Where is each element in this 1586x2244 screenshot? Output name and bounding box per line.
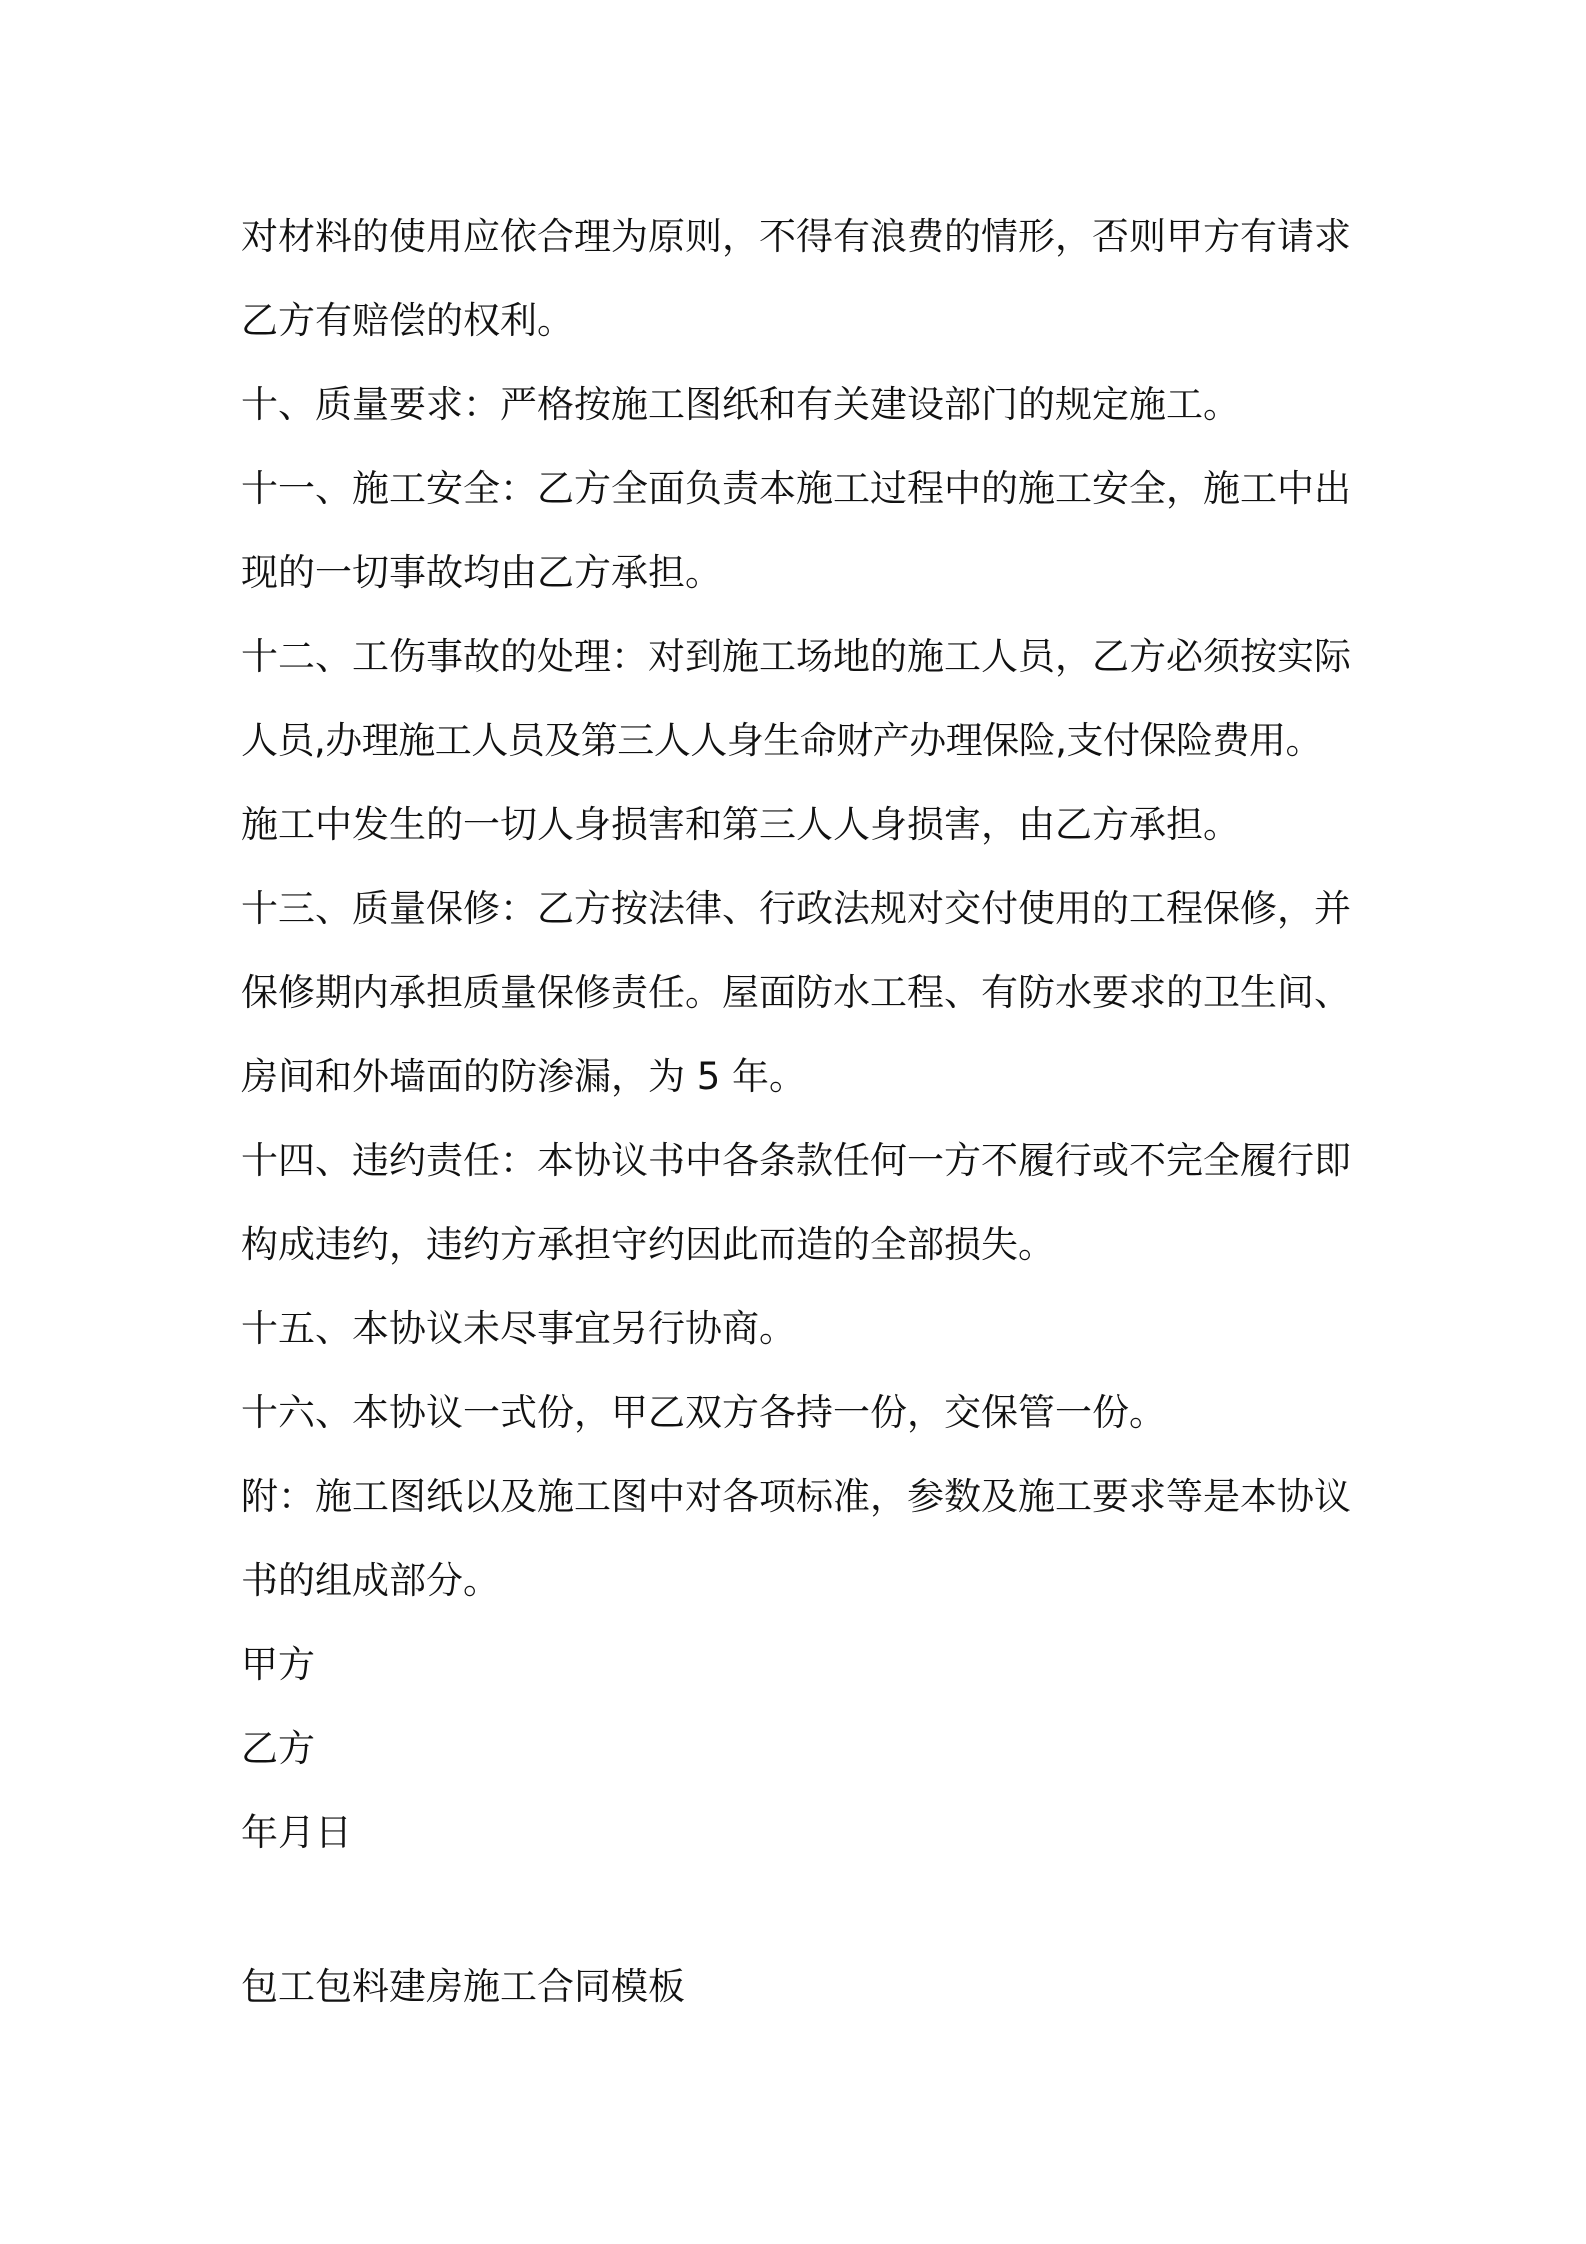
- text-line: 现的一切事故均由乙方承担。: [241, 551, 722, 594]
- clause-16-copies: 十六、本协议一式份，甲乙双方各持一份，交保管一份。: [241, 1391, 1166, 1434]
- text-line: 保修期内承担质量保修责任。屋面防水工程、有防水要求的卫生间、: [241, 971, 1351, 1014]
- text-line: 人员,办理施工人员及第三人人身生命财产办理保险,支付保险费用。: [241, 719, 1323, 762]
- clause-15-other-matters: 十五、本协议未尽事宜另行协商。: [241, 1307, 796, 1350]
- party-a-signature-label: 甲方: [241, 1643, 315, 1686]
- text-line: 对材料的使用应依合理为原则，不得有浪费的情形，否则甲方有请求: [241, 215, 1351, 258]
- clause-11-construction-safety: 十一、施工安全：乙方全面负责本施工过程中的施工安全，施工中出: [241, 467, 1351, 510]
- date-label: 年月日: [241, 1811, 352, 1854]
- clause-12-injury-handling: 十二、工伤事故的处理：对到施工场地的施工人员，乙方必须按实际: [241, 635, 1351, 678]
- appendix-note: 附：施工图纸以及施工图中对各项标准，参数及施工要求等是本协议: [241, 1475, 1351, 1518]
- clause-13-quality-warranty: 十三、质量保修：乙方按法律、行政法规对交付使用的工程保修，并: [241, 887, 1351, 930]
- text-line: 房间和外墙面的防渗漏，为 5 年。: [241, 1055, 807, 1098]
- text-line: 乙方有赔偿的权利。: [241, 299, 574, 342]
- clause-14-breach-liability: 十四、违约责任：本协议书中各条款任何一方不履行或不完全履行即: [241, 1139, 1351, 1182]
- contract-body: [241, 195, 1359, 1875]
- clause-10-quality-requirements: 十、质量要求：严格按施工图纸和有关建设部门的规定施工。: [241, 383, 1240, 426]
- text-line: 构成违约，违约方承担守约因此而造的全部损失。: [241, 1223, 1055, 1266]
- text-line: 书的组成部分。: [241, 1559, 500, 1602]
- party-b-signature-label: 乙方: [241, 1727, 315, 1770]
- text-line: 施工中发生的一切人身损害和第三人人身损害，由乙方承担。: [241, 803, 1240, 846]
- next-document-title: 包工包料建房施工合同模板: [241, 1965, 685, 2008]
